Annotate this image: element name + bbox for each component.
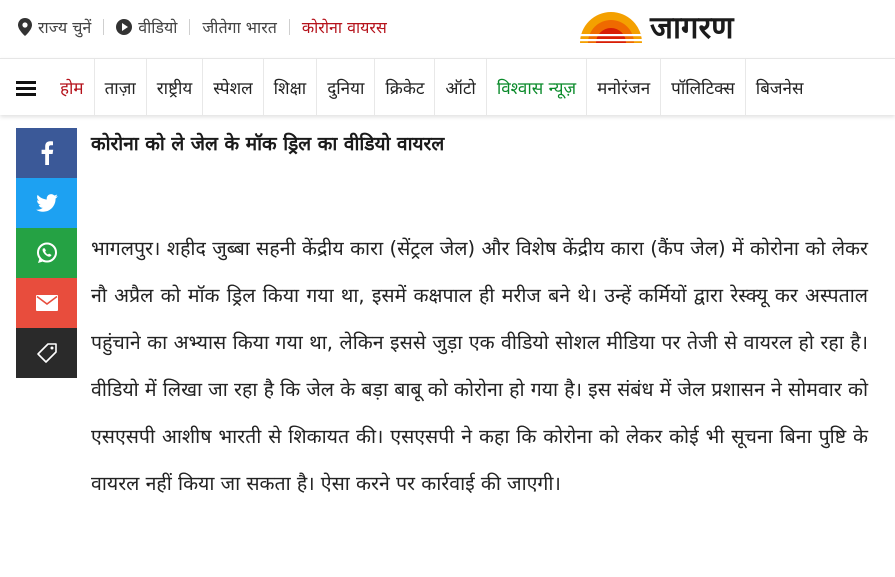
play-icon (116, 19, 132, 35)
corona-virus-link[interactable] (302, 16, 387, 38)
article-headline: कोरोना को ले जेल के मॉक ड्रिल का वीडियो वायरल (91, 133, 445, 155)
article-body: भागलपुर। शहीद जुब्बा सहनी केंद्रीय कारा (सेंट्रल जेल) और विशेष केंद्रीय कारा (कैंप जेल) में कोरोना को लेकर नौ अप्रैल को मॉक ड्रिल किया गया था, इसमें कक्षपाल ही मरीज बने थे। उन्हें कर्मियों द्वारा रेस्क्यू कर अस्पताल पहुंचाने का अभ्यास किया गया था, लेकिन इससे जुड़ा एक वीडियो सोशल मीडिया पर तेजी से वायरल हो रहा है। वीडियो में लिखा जा रहा है कि जेल के बड़ा बाबू को कोरोना हो गया है। इस संबंध में जेल प्रशासन ने सोमवार को एसएसपी आशीष भारती से शिकायत की। एसएसपी ने कहा कि कोरोना को लेकर कोई भी सूचना बिना पुष्टि के वायरल नहीं किया जा सकता है। ऐसा करने पर कार्रवाई की जाएगी। (91, 237, 868, 495)
nav-item-world[interactable]: दुनिया (317, 59, 375, 115)
top-bar (0, 0, 895, 56)
main-nav (0, 58, 895, 115)
nav-item-national[interactable]: राष्ट्रीय (147, 59, 204, 115)
divider (103, 19, 104, 35)
nav-item-vishvas-news[interactable]: विश्वास न्यूज़ (487, 59, 587, 115)
corona-virus-label: कोरोना वायरस (301, 18, 387, 37)
top-links (18, 14, 387, 40)
nav-item-business[interactable]: बिजनेस (755, 78, 804, 99)
whatsapp-icon (35, 241, 59, 265)
mail-icon (36, 295, 58, 311)
twitter-share-button[interactable] (16, 178, 77, 228)
nav-item-entertainment[interactable]: मनोरंजन (587, 59, 661, 115)
twitter-icon (36, 194, 58, 212)
whatsapp-share-button[interactable] (16, 228, 77, 278)
video-label: वीडियो (138, 18, 178, 37)
nav-item-taza[interactable]: ताज़ा (95, 59, 147, 115)
video-link[interactable] (116, 16, 177, 38)
divider (289, 19, 290, 35)
location-pin-icon (18, 18, 32, 36)
jagran-logo[interactable] (578, 6, 734, 48)
share-sidebar (16, 128, 77, 378)
facebook-share-button[interactable] (16, 128, 77, 178)
nav-item-special[interactable]: स्पेशल (203, 59, 263, 115)
nav-item-education[interactable]: शिक्षा (264, 59, 318, 115)
mail-share-button[interactable] (16, 278, 77, 328)
tag-icon (36, 342, 58, 364)
nav-items (50, 59, 813, 115)
sun-logo-icon (578, 10, 644, 44)
jeetega-bharat-label: जीतेगा भारत (202, 18, 277, 37)
divider (189, 19, 190, 35)
hamburger-menu-icon[interactable] (16, 81, 36, 95)
state-select-link[interactable] (18, 16, 91, 38)
nav-item-politics[interactable]: पॉलिटिक्स (661, 59, 746, 115)
nav-item-home[interactable]: होम (50, 59, 95, 115)
facebook-icon (40, 141, 54, 165)
tag-share-button[interactable] (16, 328, 77, 378)
jeetega-bharat-link[interactable] (202, 16, 276, 38)
nav-item-cricket[interactable]: क्रिकेट (375, 59, 435, 115)
state-select-label: राज्य चुनें (38, 18, 92, 37)
nav-item-auto[interactable]: ऑटो (435, 59, 486, 115)
logo-text: जागरण (650, 10, 734, 46)
